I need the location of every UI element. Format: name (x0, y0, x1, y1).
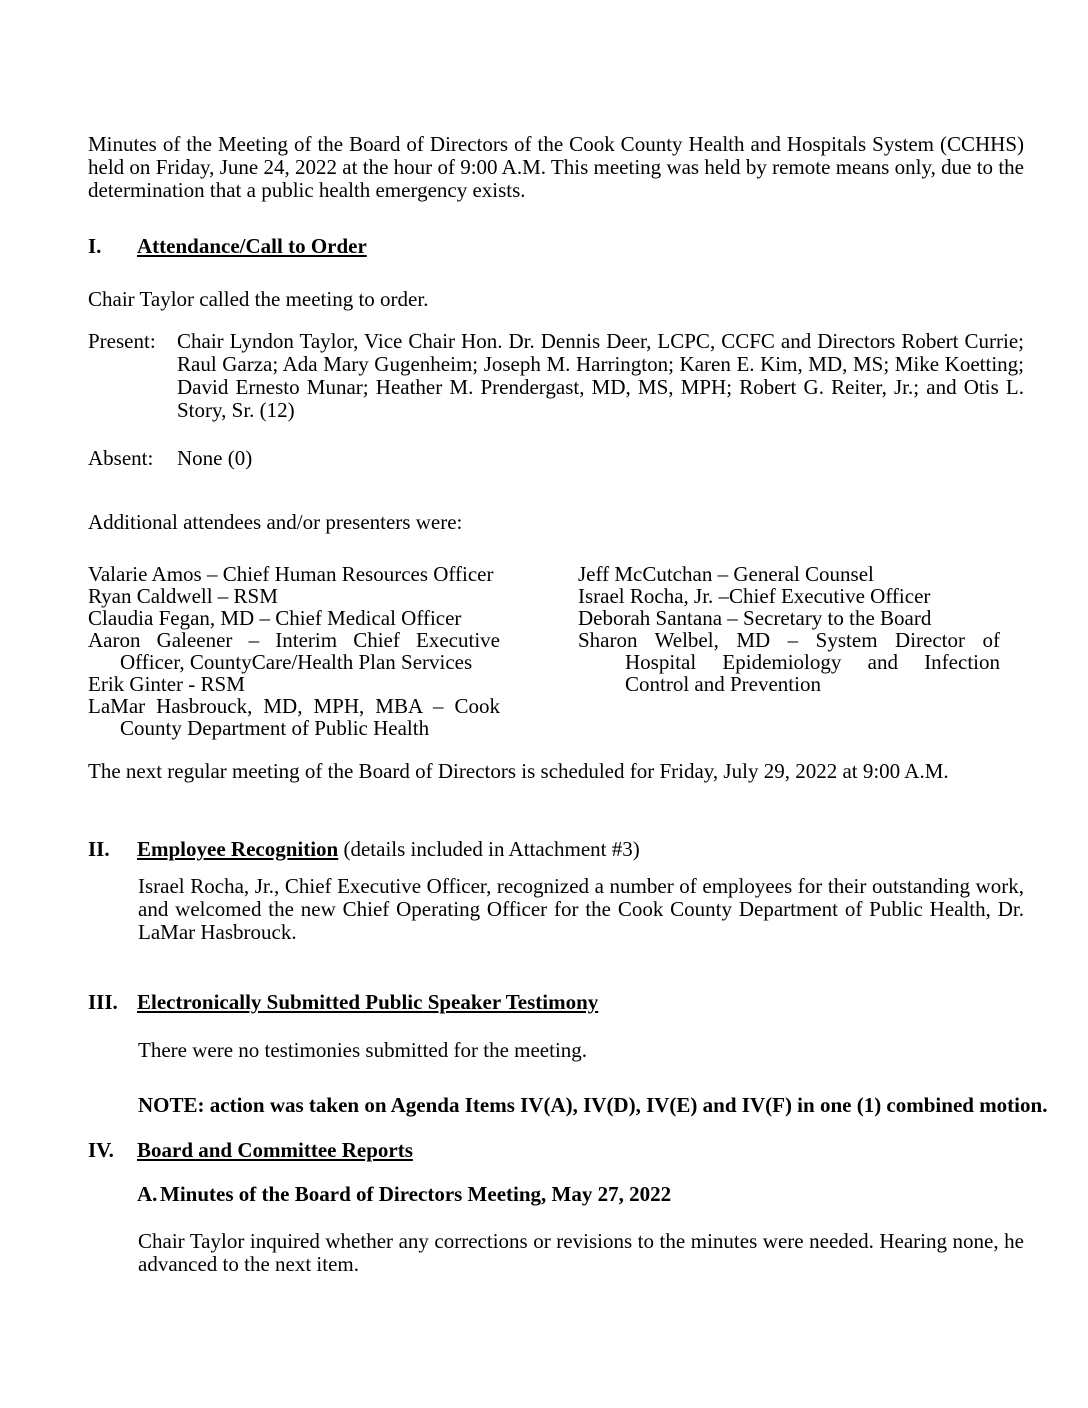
section-heading-public-testimony (88, 991, 1024, 1014)
testimony-paragraph: There were no testimonies submitted for the meeting. (138, 1038, 588, 1062)
call-to-order-line: Chair Taylor called the meeting to order. (88, 287, 429, 311)
section-number: III. (88, 990, 118, 1014)
next-meeting-line: The next regular meeting of the Board of Directors is scheduled for Friday, July 29, 2022 at 9:00 A.M. (88, 759, 949, 783)
subsection-title: Minutes of the Board of Directors Meeting, May 27, 2022 (160, 1182, 672, 1206)
section-title-suffix: (details included in Attachment #3) (338, 837, 640, 861)
minutes-approval-paragraph: Chair Taylor inquired whether any corrections or revisions to the minutes were needed. Hearing none, he advanced to the next item. (138, 1229, 1024, 1276)
section-heading-employee-recognition (88, 838, 1024, 861)
absent-list: None (0) (177, 446, 253, 470)
attendee-item: Israel Rocha, Jr. –Chief Executive Officer (578, 584, 931, 608)
attendee-item: LaMar Hasbrouck, MD, MPH, MBA – Cook County Department of Public Health (88, 694, 500, 740)
attendee-item: Claudia Fegan, MD – Chief Medical Officer (88, 606, 462, 630)
section-title: Electronically Submitted Public Speaker Testimony (137, 990, 599, 1014)
combined-motion-note: NOTE: action was taken on Agenda Items IV(A), IV(D), IV(E) and IV(F) in one (1) combined motion. (138, 1093, 1048, 1117)
attendees-column-left (88, 563, 500, 739)
attendee-item: Aaron Galeener – Interim Chief Executive Officer, CountyCare/Health Plan Services (88, 628, 500, 674)
attendee-item: Jeff McCutchan – General Counsel (578, 562, 874, 586)
present-row (88, 330, 1024, 422)
section-title: Attendance/Call to Order (137, 234, 367, 258)
section-title: Employee Recognition (137, 837, 339, 861)
attendee-item: Valarie Amos – Chief Human Resources Officer (88, 562, 494, 586)
section-heading-board-reports (88, 1139, 1024, 1162)
section-number: IV. (88, 1138, 114, 1162)
section-heading-attendance (88, 235, 1024, 258)
employee-recognition-paragraph: Israel Rocha, Jr., Chief Executive Officer, recognized a number of employees for their outstanding work, and welcomed the new Chief Operating Officer for the Cook County Department of Public Health, Dr. LaMar Hasbrouck. (138, 874, 1024, 944)
subsection-letter: A. (137, 1182, 158, 1206)
attendee-item: Ryan Caldwell – RSM (88, 584, 278, 608)
present-list: Chair Lyndon Taylor, Vice Chair Hon. Dr. Dennis Deer, LCPC, CCFC and Directors Robert Currie; Raul Garza; Ada Mary Gugenheim; Joseph M. Harrington; Karen E. Kim, MD, MS; Mike Koetting; David Ernesto Munar; Heather M. Prendergast, MD, MS, MPH; Robert G. Reiter, Jr.; and Otis L. Story, Sr. (12) (177, 329, 1024, 422)
section-title: Board and Committee Reports (137, 1138, 413, 1162)
section-number: II. (88, 837, 110, 861)
absent-row (88, 447, 1024, 470)
absent-label: Absent: (88, 446, 154, 470)
subsection-heading-minutes-may27 (137, 1183, 1024, 1206)
attendee-item: Erik Ginter - RSM (88, 672, 245, 696)
intro-paragraph: Minutes of the Meeting of the Board of Directors of the Cook County Health and Hospitals System (CCHHS) held on Friday, June 24, 2022 at the hour of 9:00 A.M. This meeting was held by remote means only, due to the determination that a public health emergency exists. (88, 132, 1024, 202)
section-number: I. (88, 234, 102, 258)
attendees-column-right (578, 563, 1000, 739)
present-label: Present: (88, 329, 156, 353)
attendee-item: Deborah Santana – Secretary to the Board (578, 606, 932, 630)
attendee-item: Sharon Welbel, MD – System Director of Hospital Epidemiology and Infection Control and Prevention (578, 628, 1000, 696)
attendees-columns (88, 563, 1024, 739)
attendees-intro-line: Additional attendees and/or presenters were: (88, 510, 463, 534)
